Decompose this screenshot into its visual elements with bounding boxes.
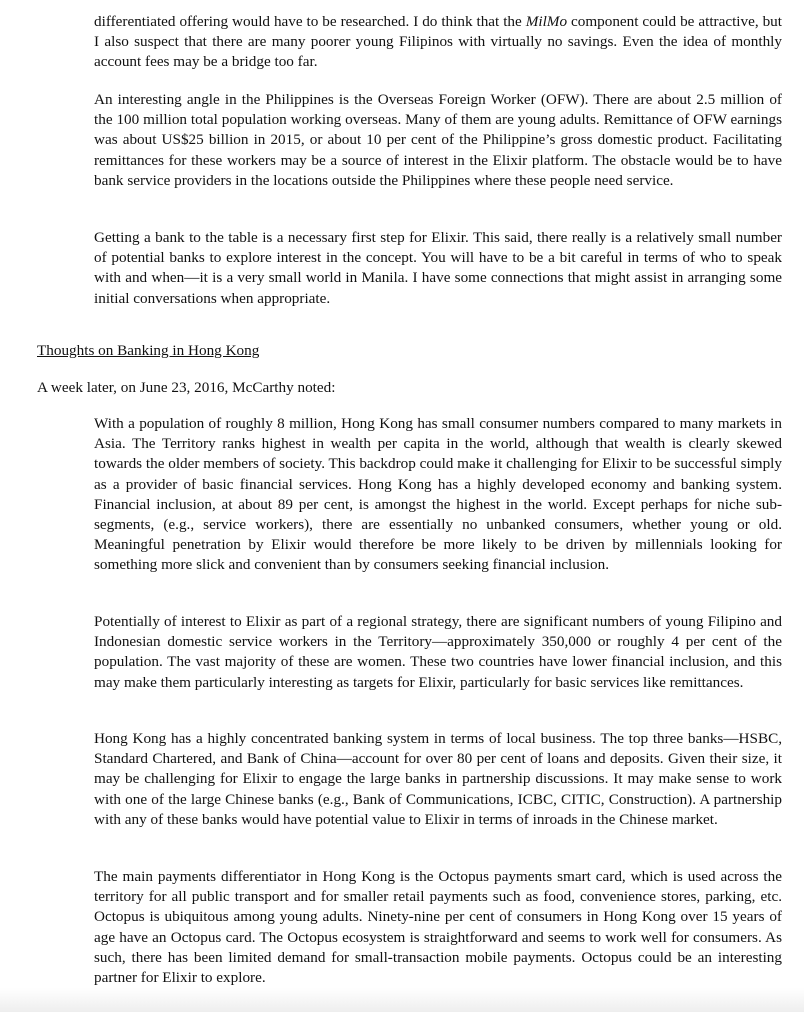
paragraph-milmo-text-after: component could be attractive, but I also suspect that there are many poorer young Filipinos with virtually no savings. Even the idea of monthly account fees may be a bridge too far. [94,13,782,71]
paragraph-bank-table: Getting a bank to the table is a necessary first step for Elixir. This said, there really is a relatively small number of potential banks to explore interest in the concept. You will have to be a bit careful in terms of who to speak with and when—it is a very small world in Manila. I have some connections that might assist in arranging some initial conversations when appropriate. [94,229,782,307]
section-heading: Thoughts on Banking in Hong Kong [37,342,260,359]
milmo-italic-term: MilMo [525,13,568,30]
paragraph-milmo-text-before: differentiated offering would have to be researched. I do think that the [94,13,526,30]
paragraph-hk-population: With a population of roughly 8 million, Hong Kong has small consumer numbers compared to many markets in Asia. The Territory ranks highest in wealth per capita in the world, although that wealth is clearly skewed towards the older members of society. This backdrop could make it challenging for Elixir to be successful simply as a provider of basic financial services. Hong Kong has a highly developed economy and banking system. Financial inclusion, at about 89 per cent, is amongst the highest in the world. Except perhaps for niche sub-segments, (e.g., service workers), there are essentially no unbanked consumers, whether young or old. Meaningful penetration by Elixir would therefore be more likely to be driven by millennials looking for something more slick and convenient than by consumers seeking financial inclusion. [94,415,782,574]
section-intro: A week later, on June 23, 2016, McCarthy noted: [37,379,336,396]
paragraph-ofw: An interesting angle in the Philippines is the Overseas Foreign Worker (OFW). There are about 2.5 million of the 100 million total population working overseas. Many of them are young adults. Remittance of OFW earnings was about US$25 billion in 2015, or about 10 per cent of the Philippine’s gross domestic product. Facilitating remittances for these workers may be a source of interest in the Elixir platform. The obstacle would be to have bank service providers in the locations outside the Philippines where these people need service. [94,91,782,189]
paragraph-milmo [94,12,782,73]
paragraph-hk-domestic-workers: Potentially of interest to Elixir as part of a regional strategy, there are significant numbers of young Filipino and Indonesian domestic service workers in the Territory—approximately 350,000 or roughly 4 per cent of the population. The vast majority of these are women. These two countries have lower financial inclusion, and this may make them particularly interesting as targets for Elixir, particularly for basic services like remittances. [94,613,782,691]
paragraph-hk-banking-system: Hong Kong has a highly concentrated banking system in terms of local business. The top three banks—HSBC, Standard Chartered, and Bank of China—account for over 80 per cent of loans and deposits. Given their size, it may be challenging for Elixir to engage the large banks in partnership discussions. It may make sense to work with one of the large Chinese banks (e.g., Bank of Communications, ICBC, CITIC, Construction). A partnership with any of these banks would have potential value to Elixir in terms of inroads in the Chinese market. [94,730,782,828]
page-bottom-shadow [0,988,804,1012]
paragraph-hk-octopus: The main payments differentiator in Hong Kong is the Octopus payments smart card, which is used across the territory for all public transport and for smaller retail payments such as food, convenience stores, parking, etc. Octopus is ubiquitous among young adults. Ninety-nine per cent of consumers in Hong Kong over 15 years of age have an Octopus card. The Octopus ecosystem is straightforward and seems to work well for consumers. As such, there has been limited demand for small-transaction mobile payments. Octopus could be an interesting partner for Elixir to explore. [94,868,782,987]
